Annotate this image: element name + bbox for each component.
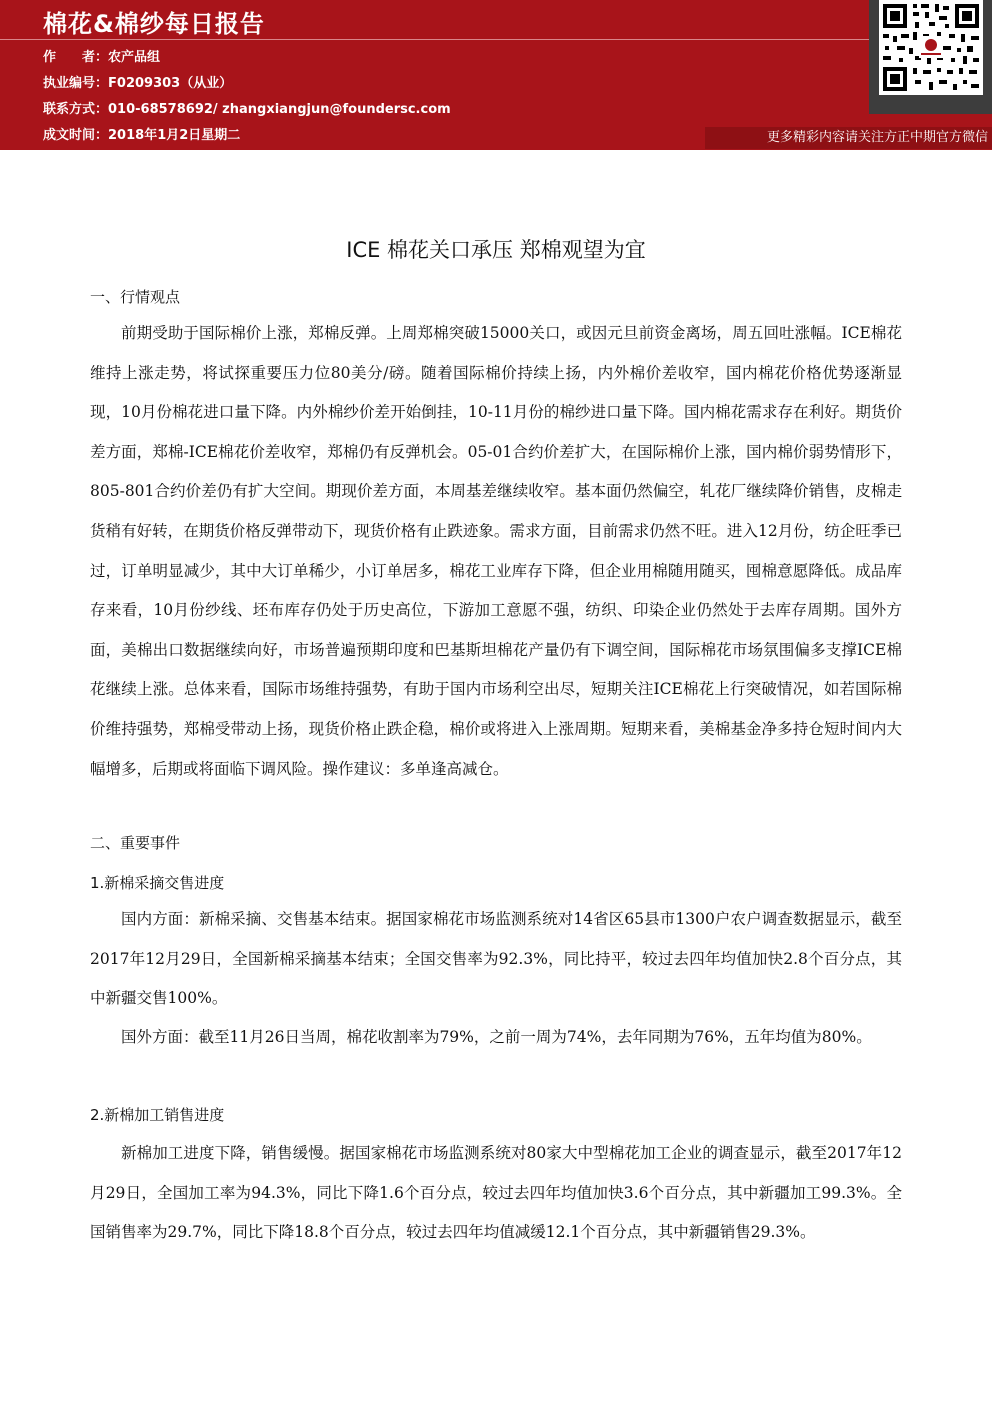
foreign-harvest-paragraph: 国外方面：截至11月26日当周，棉花收割率为79%，之前一周为74%，去年同期为76%，五年均值为80%。	[121, 1028, 872, 1046]
meta-value: 2018年1月2日星期二	[108, 128, 241, 143]
meta-author	[43, 46, 160, 65]
qr-panel	[869, 0, 992, 114]
meta-value: F0209303（从业）	[108, 76, 233, 91]
meta-label: 执业编号：	[43, 76, 109, 91]
domestic-picking-paragraph: 国内方面：新棉采摘、交售基本结束。据国家棉花市场监测系统对14省区65县市1300户农户调查数据显示，截至2017年12月29日，全国新棉采摘基本结束；全国交售率为92.3%，同比持平，较过去四年均值加快2.8个百分点，其中新疆交售100%。	[90, 910, 902, 1008]
market-view-paragraph: 前期受助于国际棉价上涨，郑棉反弹。上周郑棉突破15000关口，或因元旦前资金离场，周五回吐涨幅。ICE棉花维持上涨走势，将试探重要压力位80美分/磅。随着国际棉价持续上扬，内外棉价差收窄，国内棉花价格优势逐渐显现，10月份棉花进口量下降。内外棉纱价差开始倒挂，10-11月份的棉纱进口量下降。国内棉花需求存在利好。期货价差方面，郑棉-ICE棉花价差收窄，郑棉仍有反弹机会。05-01合约价差扩大，在国际棉价上涨，国内棉价弱势情形下，805-801合约价差仍有扩大空间。期现价差方面，本周基差继续收窄。基本面仍然偏空，轧花厂继续降价销售，皮棉走货稍有好转，在期货价格反弹带动下，现货价格有止跌迹象。需求方面，目前需求仍然不旺。进入12月份，纺企旺季已过，订单明显减少，其中大订单稀少，小订单居多，棉花工业库存下降，但企业用棉随用随买，囤棉意愿降低。成品库存来看，10月份纱线、坯布库存仍处于历史高位，下游加工意愿不强，纺织、印染企业仍然处于去库存周期。国外方面，美棉出口数据继续向好，市场普遍预期印度和巴基斯坦棉花产量仍有下调空间，国际棉花市场氛围偏多支撑ICE棉花继续上涨。总体来看，国际市场维持强势，有助于国内市场利空出尽，短期关注ICE棉花上行突破情况，如若国际棉价维持强势，郑棉受带动上扬，现货价格止跌企稳，棉价或将进入上涨周期。短期来看，美棉基金净多持仓短时间内大幅增多，后期或将面临下调风险。操作建议：多单逢高减仓。	[90, 324, 902, 778]
subsection-heading-processing-progress: 2.新棉加工销售进度	[90, 1106, 225, 1124]
meta-date	[43, 124, 240, 143]
processing-sales-paragraph: 新棉加工进度下降，销售缓慢。据国家棉花市场监测系统对80家大中型棉花加工企业的调查显示，截至2017年12月29日，全国加工率为94.3%，同比下降1.6个百分点，较过去四年均值加快3.6个百分点，其中新疆加工99.3%。全国销售率为29.7%，同比下降18.8个百分点，较过去四年均值减缓12.1个百分点，其中新疆销售29.3%。	[90, 1144, 902, 1242]
document-title: ICE 棉花关口承压 郑棉观望为宜	[346, 238, 646, 262]
header-divider	[0, 39, 870, 40]
meta-label: 作 者：	[43, 50, 109, 65]
meta-contact	[43, 98, 451, 117]
wechat-note: 更多精彩内容请关注方正中期官方微信	[705, 127, 992, 149]
meta-value[interactable]: 010-68578692/ zhangxiangjun@foundersc.com	[108, 102, 451, 117]
meta-license	[43, 72, 232, 91]
subsection-heading-picking-progress: 1.新棉采摘交售进度	[90, 874, 225, 892]
report-title: 棉花&棉纱每日报告	[43, 10, 265, 38]
section-heading-market-view: 一、行情观点	[90, 288, 181, 306]
report-header	[0, 0, 992, 150]
qr-code-icon	[879, 0, 983, 95]
meta-label: 联系方式：	[43, 102, 109, 117]
meta-label: 成文时间：	[43, 128, 109, 143]
meta-value: 农产品组	[108, 50, 161, 65]
section-heading-key-events: 二、重要事件	[90, 834, 181, 852]
